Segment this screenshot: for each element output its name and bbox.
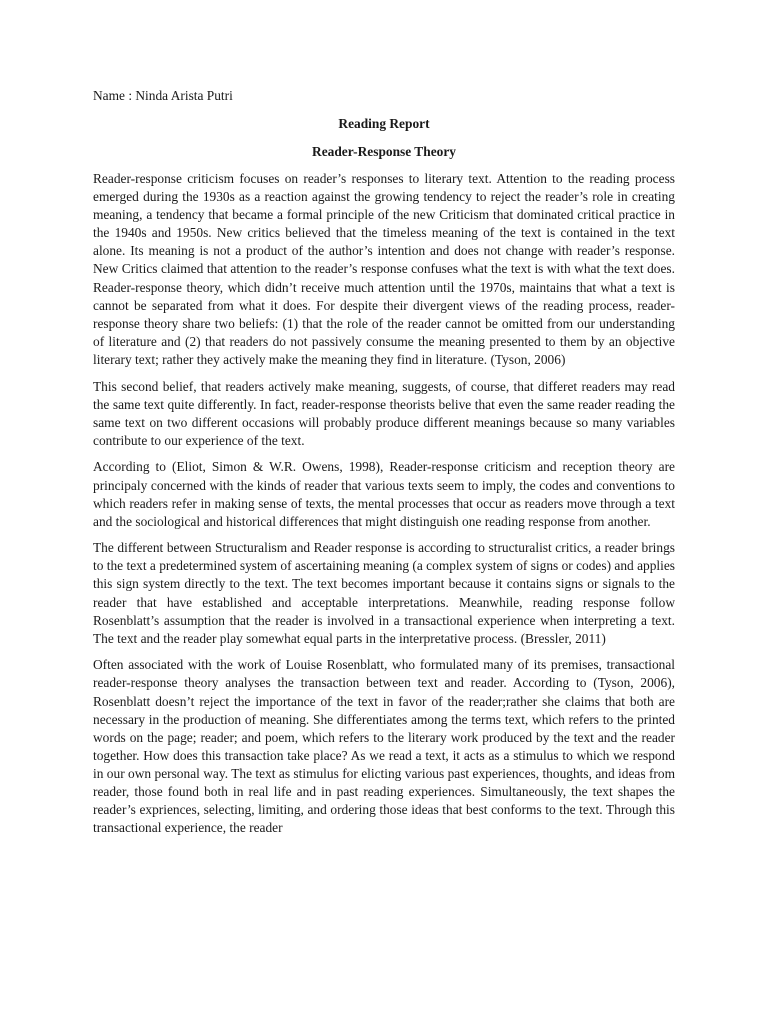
paragraph-5: Often associated with the work of Louise Rosenblatt, who formulated many of its premises, transactional reader-response theory analyses the transaction between text and reader. According to (Tyson, 2006), Rosenblatt doesn’t reject the importance of the text in favor of the reader;rather she claims that both are necessary in the production of meaning. She differentiates among the terms text, which refers to the printed words on the page; reader; and poem, which refers to the literary work produced by the text and the reader together. How does this transaction take place? As we read a text, it acts as a stimulus to which we respond in our own personal way. The text as stimulus for elicting various past experiences, thoughts, and ideas from reader, those found both in real life and in past reading experiences. Simultaneously, the text shapes the reader’s expriences, selecting, limiting, and ordering those ideas that best conforms to the text. Through this transactional experience, the reader (93, 657, 675, 836)
paragraph-4: The different between Structuralism and Reader response is according to structuralist critics, a reader brings to the text a predetermined system of ascertaining meaning (a complex system of signs or codes) and applies this sign system directly to the text. The text becomes important because it contains signs or signals to the reader that have established and acceptable interpretations. Meanwhile, reading response follow Rosenblatt’s assumption that the reader is involved in a transactional experience when interpreting a text. The text and the reader play somewhat equal parts in the interpretative process. (Bressler, 2011) (93, 540, 675, 646)
paragraph-3: According to (Eliot, Simon & W.R. Owens, 1998), Reader-response criticism and reception theory are principaly concerned with the kinds of reader that various texts seem to imply, the codes and conventions to which readers refer in making sense of texts, the mental processes that occur as readers move through a text and the sociological and historical differences that might distinguish one reading response from another. (93, 459, 675, 529)
author-name-line: Name : Ninda Arista Putri (93, 88, 233, 103)
paragraph-1: Reader-response criticism focuses on reader’s responses to literary text. Attention to the reading process emerged during the 1930s as a reaction against the growing tendency to reject the reader’s role in creating meaning, a tendency that became a formal principle of the new Criticism that dominated critical practice in the 1940s and 1950s. New critics believed that the timeless meaning of the text is contained in the text alone. Its meaning is not a product of the author’s intention and does not change with reader’s response. New Critics claimed that attention to the reader’s response confuses what the text is with what the text does. Reader-response theory, which didn’t receive much attention until the 1970s, maintains that what a text is cannot be separated from what it does. For despite their divergent views of the reading process, reader-response theory share two beliefs: (1) that the role of the reader cannot be omitted from our understanding of literature and (2) that readers do not passively consume the meaning presented to them by an objective literary text; rather they actively make the meaning they find in literature. (Tyson, 2006) (93, 171, 675, 367)
document-page (93, 86, 675, 846)
report-subtitle: Reader-Response Theory (312, 144, 456, 159)
report-title: Reading Report (338, 116, 430, 131)
paragraph-2: This second belief, that readers actively make meaning, suggests, of course, that differet readers may read the same text quite differently. In fact, reader-response theorists belive that even the same reader reading the same text on two different occasions will probably produce different meanings because so many variables contribute to our experience of the text. (93, 378, 675, 448)
